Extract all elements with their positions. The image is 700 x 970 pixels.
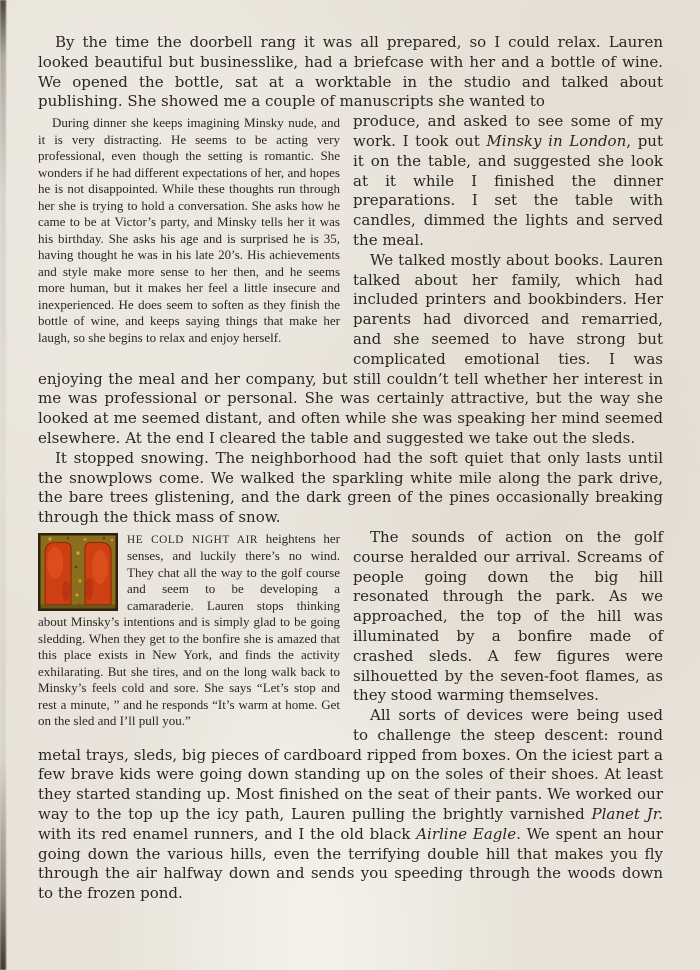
sled-name-airline-eagle: Airline Eagle xyxy=(416,824,517,843)
sled-name-planet-jr: Planet Jr. xyxy=(591,805,663,824)
sidenote-dinner-paragraph xyxy=(38,115,340,346)
paragraph-doorbell xyxy=(38,33,663,112)
paragraph-devices xyxy=(38,706,663,904)
book-title-minsky-in-london: Minsky in London xyxy=(486,131,627,150)
sidenote-dinner-text: During dinner she keeps imagining Minsky nude, and it is very distracting. He seems to be acting very professional, even though the setting is romantic. She wonders if he had different expectations of her, and hopes he is not disappointed. While these thoughts run through her she is trying to hold a conversation. She asks how he came to be at Victor’s party, and Minsky tells her it was his birthday. She asks his age and is surprised he is 35, having thought he was in his late 20’s. His achievements and style make more sense to her then, and he seems more human, but it makes her feel a little insecure and inexperienced. He does seem to soften as they finish the bottle of wine, and keeps saying things that make her laugh, so she begins to relax and enjoy herself. xyxy=(38,115,340,345)
paragraph-continued-lead: produce, and asked to see some of my work. I took out xyxy=(353,112,663,150)
sidenote-cold-night-smallcaps: HE COLD NIGHT AIR xyxy=(127,533,259,546)
paragraph-continued-tail: , put it on the table, and suggested she look at it while I finished the dinner preparations. I set the table with candles, dimmed the lights and served the meal. xyxy=(353,131,663,249)
illuminated-initial-t-image xyxy=(38,533,118,611)
paragraph-golf-course-text: The sounds of action on the golf course heralded our arrival. Screams of people going down the big hill resonated through the park. As we approached, the top of the hill was illuminated by a bonfire made of crashed sleds. A few figures were silhouetted by the seven-foot flames, as they stood warming themselves. xyxy=(353,527,663,705)
paragraph-snowing xyxy=(38,449,663,528)
paragraph-snowing-text: It stopped snowing. The neighborhood had the soft quiet that only lasts until the snowplows come. We walked the sparkling white mile along the park drive, the bare trees glistening, and the dark green of the pines occasionally breaking through the thick mass of snow. xyxy=(38,448,663,527)
section-sledding xyxy=(38,528,663,904)
paragraph-books-text: We talked mostly about books. Lauren talked about her family, which had included printers and bookbinders. Her parents had divorced and remarried, and she seemed to have strong but complicated emotional ties. I was enjoying the meal and her company, but still couldn’t tell whether her interest in me was professional or personal. She was certainly attractive, but the way she looked at me seemed distant, and often while she was speaking her mind seemed elsewhere. At the end I cleared the table and suggested we take out the sleds. xyxy=(38,250,663,447)
paragraph-devices-mid: with its red enamel runners, and I the old black xyxy=(38,824,417,843)
sidenote-cold-night-text: heightens her senses, and luckily there’s no wind. They chat all the way to the golf course and seem to be developing a camaraderie. Lauren stops thinking about Minsky’s intentions and is simply glad to be going sledding. When they get to the bonfire she is amazed that this place exists in New York, and finds the activity exhilarating. But she tires, and on the long walk back to Minsky’s feels cold and sore. She says “Let’s stop and rest a minute, ” and he responds “It’s warm at home. Get on the sled and I’ll pull you.” xyxy=(38,530,341,729)
scan-edge-shadow xyxy=(0,0,6,970)
paragraph-doorbell-text: By the time the doorbell rang it was all prepared, so I could relax. Lauren looked beautiful but businesslike, had a briefcase with her and a bottle of wine. We opened the bottle, sat at a worktable in the studio and talked about publishing. She showed me a couple of manuscripts she wanted to xyxy=(38,33,663,111)
body-text-column xyxy=(38,33,663,904)
sidenote-dinner xyxy=(38,115,340,346)
paragraph-devices-lead: All sorts of devices were being used to challenge the steep descent: round metal trays, sleds, big pieces of cardboard ripped from boxes. On the iciest part a few brave kids were going down standing up on the soles of their shoes. At least they started standing up. Most finished on the seat of their pants. We worked our way to the top up the icy path, Lauren pulling the brightly varnished xyxy=(38,706,663,824)
paragraph-devices-tail: . We spent an hour going down the various hills, even the terrifying double hill that makes you fly through the air halfway down and sends you speeding through the woods down to the frozen pond. xyxy=(38,824,663,903)
sidenote-cold-night xyxy=(38,531,340,730)
section-dinner xyxy=(38,112,663,449)
